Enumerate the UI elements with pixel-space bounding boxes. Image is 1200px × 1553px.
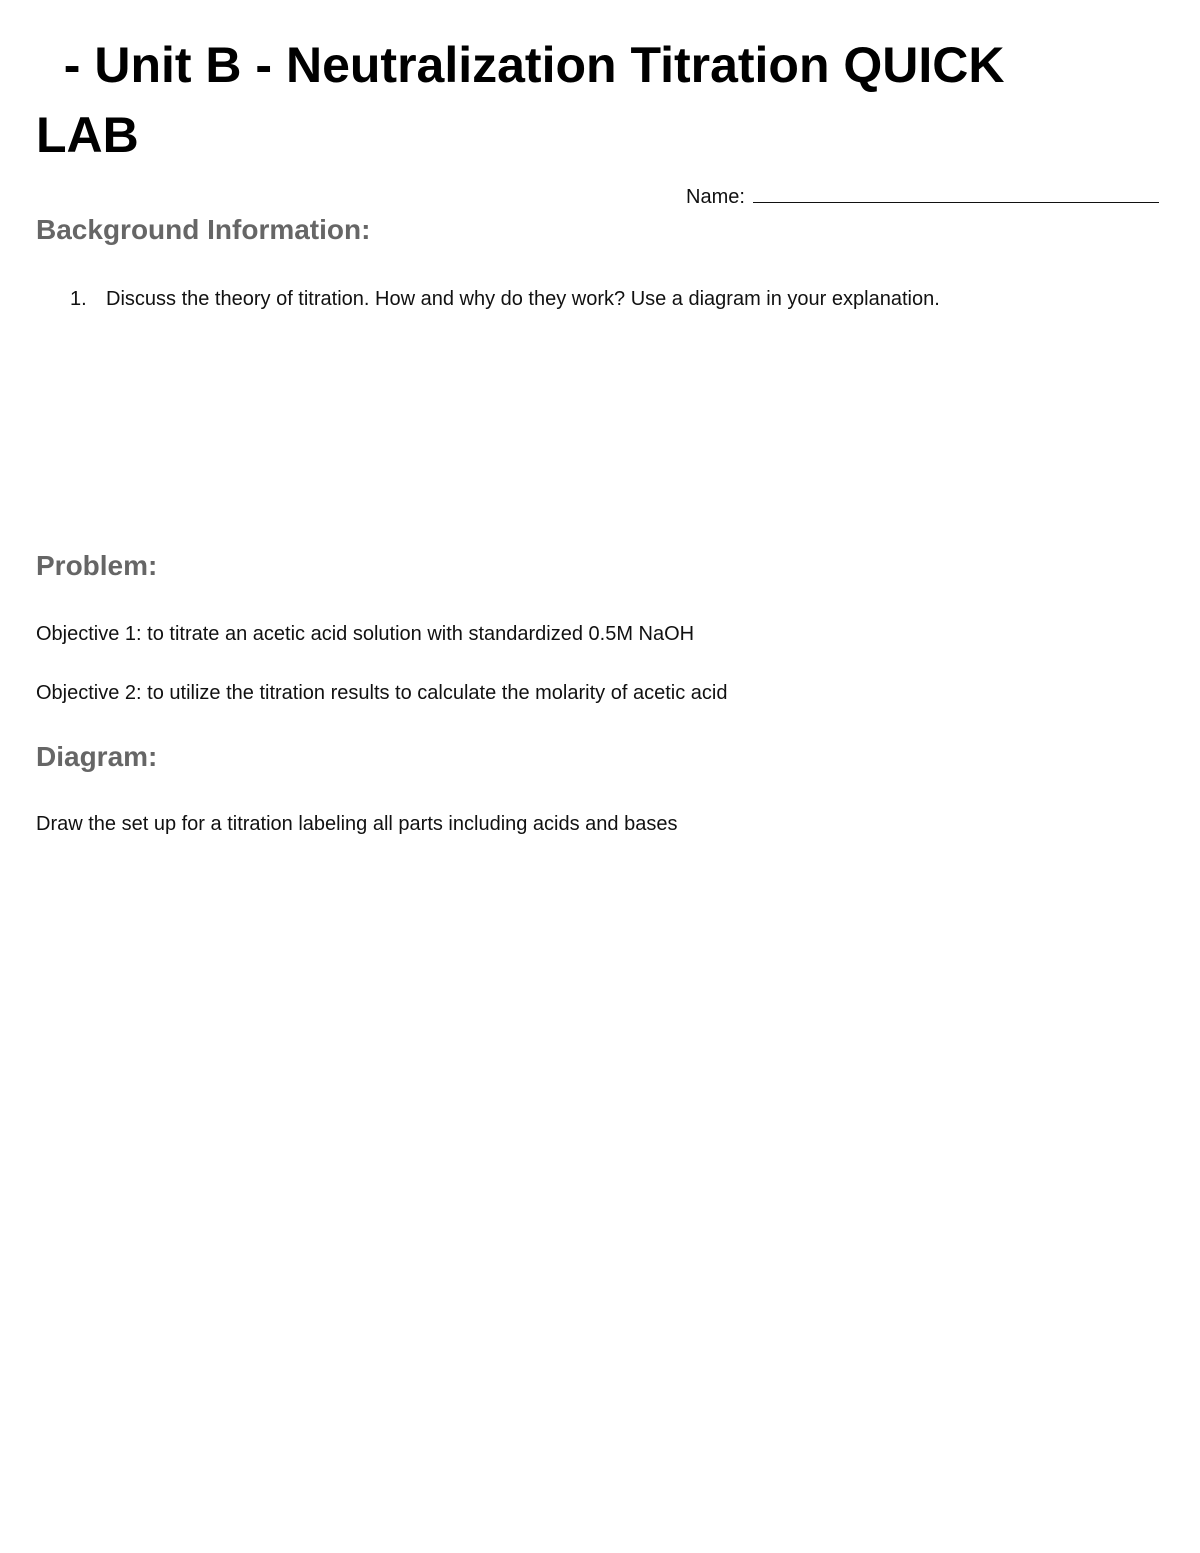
diagram-instruction: Draw the set up for a titration labeling all parts including acids and bases (36, 813, 678, 835)
problem-heading: Problem: (36, 550, 158, 581)
background-heading: Background Information: (36, 214, 371, 245)
name-blank-line (753, 184, 1159, 203)
objective-1: Objective 1: to titrate an acetic acid solution with standardized 0.5M NaOH (36, 623, 695, 645)
name-label: Name: (686, 186, 745, 208)
question-text: Discuss the theory of titration. How and why do they work? Use a diagram in your explanation. (106, 288, 940, 310)
objective-2: Objective 2: to utilize the titration results to calculate the molarity of acetic acid (36, 682, 728, 704)
page-title: - Unit B - Neutralization Titration QUICK LAB (36, 37, 1019, 163)
diagram-heading: Diagram: (36, 741, 158, 772)
background-question-1 (70, 286, 940, 312)
name-field (686, 184, 1159, 210)
diagram-drawing-area (36, 850, 1164, 1510)
question-number: 1. (70, 288, 87, 310)
